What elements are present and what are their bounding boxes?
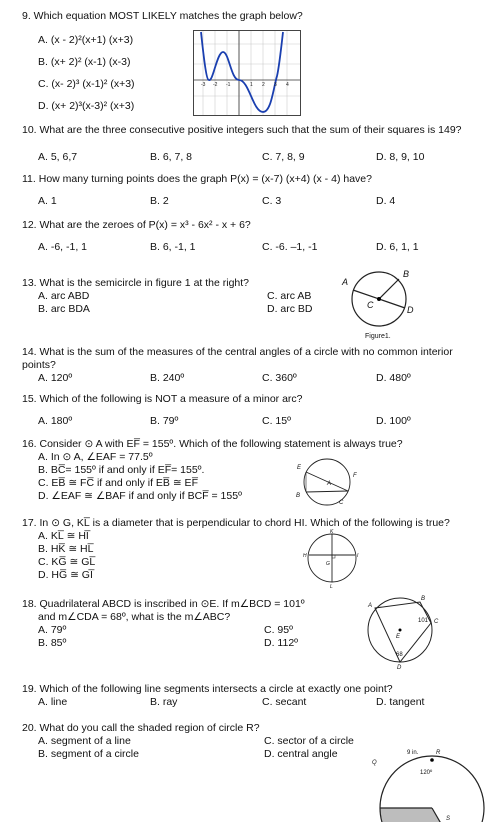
label: 120º <box>420 770 433 776</box>
option-a[interactable]: A. KL̅ ≅ HI̅ <box>38 530 89 542</box>
option-b[interactable]: B. BC̅= 155º if and only if EF̅= 155º. <box>38 464 205 476</box>
option-a[interactable]: A. 1 <box>38 195 57 207</box>
label: E <box>297 465 302 471</box>
label: B <box>296 493 301 499</box>
label: R <box>436 750 441 756</box>
question-17 <box>22 517 492 581</box>
option-c[interactable]: C. 360º <box>262 372 297 384</box>
option-a[interactable]: A. arc ABD <box>38 290 90 302</box>
question-15 <box>22 393 492 427</box>
question-text-line-1: 18. Quadrilateral ABCD is inscribed in ⊙E. If m∠BCD = 101º <box>22 598 305 610</box>
figure-circle-r <box>370 746 490 822</box>
option-c[interactable]: C. secant <box>262 696 307 708</box>
option-a[interactable]: A. 180º <box>38 415 73 427</box>
option-c[interactable]: C. 15º <box>262 415 291 427</box>
figure-inscribed-quadrilateral <box>360 590 442 670</box>
label: D <box>397 665 402 670</box>
question-text: 9. Which equation MOST LIKELY matches the graph below? <box>22 10 303 22</box>
question-text-line-2: and m∠CDA = 68º, what is the m∠ABC? <box>38 611 231 623</box>
option-d[interactable]: D. tangent <box>376 696 425 708</box>
question-13 <box>22 277 492 315</box>
label: B <box>421 596 426 602</box>
tick-label: 2 <box>262 82 265 88</box>
option-b[interactable]: B. HK̅ ≅ HL̅ <box>38 543 94 555</box>
question-text: 19. Which of the following line segments intersects a circle at exactly one point? <box>22 683 393 695</box>
option-a[interactable]: A. (x - 2)²(x+1) (x+3) <box>38 34 134 46</box>
label: F <box>353 473 357 479</box>
label: 9 in. <box>407 750 419 756</box>
option-d[interactable]: D. 4 <box>376 195 396 207</box>
label: A <box>327 481 332 487</box>
option-b[interactable]: B. (x+ 2)² (x-1) (x-3) <box>38 56 131 68</box>
option-c[interactable]: C. arc AB <box>267 290 312 302</box>
question-text: 20. What do you call the shaded region of circle R? <box>22 722 260 734</box>
option-a[interactable]: A. 79º <box>38 624 67 636</box>
option-b[interactable]: B. 240º <box>150 372 185 384</box>
label: C <box>367 300 374 310</box>
tick-label: 3 <box>274 82 277 88</box>
option-c[interactable]: C. KG̅ ≅ GL̅ <box>38 556 96 568</box>
label: H <box>303 553 307 559</box>
tick-label: -2 <box>213 82 218 88</box>
option-a[interactable]: A. 120º <box>38 372 73 384</box>
question-text: 17. In ⊙ G, KL̅ is a diameter that is perpendicular to chord HI. Which of the following is true? <box>22 517 450 529</box>
option-a[interactable]: A. segment of a line <box>38 735 131 747</box>
option-b[interactable]: B. 6, -1, 1 <box>150 241 196 253</box>
label: C <box>339 500 344 506</box>
option-d[interactable]: D. 6, 1, 1 <box>376 241 419 253</box>
label: B <box>403 269 410 279</box>
tick-label: 4 <box>286 82 289 88</box>
option-a[interactable]: A. 5, 6,7 <box>38 151 78 163</box>
option-b[interactable]: B. 2 <box>150 195 169 207</box>
label: G <box>326 561 330 567</box>
question-12 <box>22 219 492 253</box>
option-b[interactable]: B. 6, 7, 8 <box>150 151 193 163</box>
question-11 <box>22 173 492 207</box>
label: Q <box>372 760 377 766</box>
option-c[interactable]: C. EB̅ ≅ FC̅ if and only if EB̅ ≅ EF̅ <box>38 477 198 489</box>
option-a[interactable]: A. In ⊙ A, ∠EAF = 77.5º <box>38 451 153 463</box>
label: S <box>446 816 451 822</box>
option-d[interactable]: D. ∠EAF ≅ ∠BAF if and only if BCF̅ = 155º <box>38 490 242 502</box>
option-a[interactable]: A. line <box>38 696 68 708</box>
angle-label: 68 <box>396 652 403 658</box>
label: L <box>330 584 333 589</box>
figure-1-circle <box>337 268 419 344</box>
tick-label: -1 <box>226 82 231 88</box>
question-text: 12. What are the zeroes of P(x) = x³ - 6x² - x + 6? <box>22 219 251 231</box>
option-d[interactable]: D. arc BD <box>267 303 313 315</box>
label: A <box>342 277 349 287</box>
option-b[interactable]: B. 79º <box>150 415 179 427</box>
figure-caption: Figure1. <box>365 333 391 340</box>
tick-label: -3 <box>201 82 206 88</box>
question-16 <box>22 438 492 502</box>
label: C <box>434 619 439 625</box>
option-c[interactable]: C. sector of a circle <box>264 735 354 747</box>
option-b[interactable]: B. 85º <box>38 637 67 649</box>
option-d[interactable]: D. 480º <box>376 372 411 384</box>
option-d[interactable]: D. central angle <box>264 748 338 760</box>
polynomial-graph <box>193 30 301 116</box>
option-d[interactable]: D. 100º <box>376 415 411 427</box>
question-19 <box>22 683 492 708</box>
option-b[interactable]: B. ray <box>150 696 178 708</box>
label: I <box>357 553 359 559</box>
option-d[interactable]: D. (x+ 2)³(x-3)² (x+3) <box>38 100 135 112</box>
option-b[interactable]: B. segment of a circle <box>38 748 139 760</box>
question-text: 13. What is the semicircle in figure 1 at the right? <box>22 277 250 289</box>
question-text: 10. What are the three consecutive positive integers such that the sum of their squares is 149? <box>22 124 462 136</box>
tick-label: 1 <box>250 82 253 88</box>
label: A <box>368 603 373 609</box>
question-text: 14. What is the sum of the measures of the central angles of a circle with no common interior points? <box>22 346 453 371</box>
option-d[interactable]: D. 8, 9, 10 <box>376 151 425 163</box>
question-text: 11. How many turning points does the graph P(x) = (x-7) (x+4) (x - 4) have? <box>22 173 372 185</box>
label: E <box>396 634 401 640</box>
label: D <box>407 305 414 315</box>
angle-label: 101 <box>418 618 429 624</box>
option-b[interactable]: B. arc BDA <box>38 303 90 315</box>
option-c[interactable]: C. 3 <box>262 195 282 207</box>
figure-circle-a <box>292 455 362 511</box>
option-c[interactable]: C. -6. –1, -1 <box>262 241 318 253</box>
question-10 <box>22 124 492 163</box>
option-a[interactable]: A. -6, -1, 1 <box>38 241 88 253</box>
option-d[interactable]: D. 112º <box>264 637 298 649</box>
question-text: 15. Which of the following is NOT a measure of a minor arc? <box>22 393 303 405</box>
option-c[interactable]: C. 95º <box>264 624 293 636</box>
label: K <box>330 529 334 535</box>
figure-circle-g <box>302 527 362 589</box>
option-d[interactable]: D. HG̅ ≅ GI̅ <box>38 569 93 581</box>
question-14 <box>22 346 492 384</box>
question-text: 16. Consider ⊙ A with EF̅ = 155º. Which of the following statement is always true? <box>22 438 403 450</box>
question-9 <box>22 10 492 112</box>
option-c[interactable]: C. 7, 8, 9 <box>262 151 305 163</box>
option-c[interactable]: C. (x- 2)³ (x-1)² (x+3) <box>38 78 135 90</box>
